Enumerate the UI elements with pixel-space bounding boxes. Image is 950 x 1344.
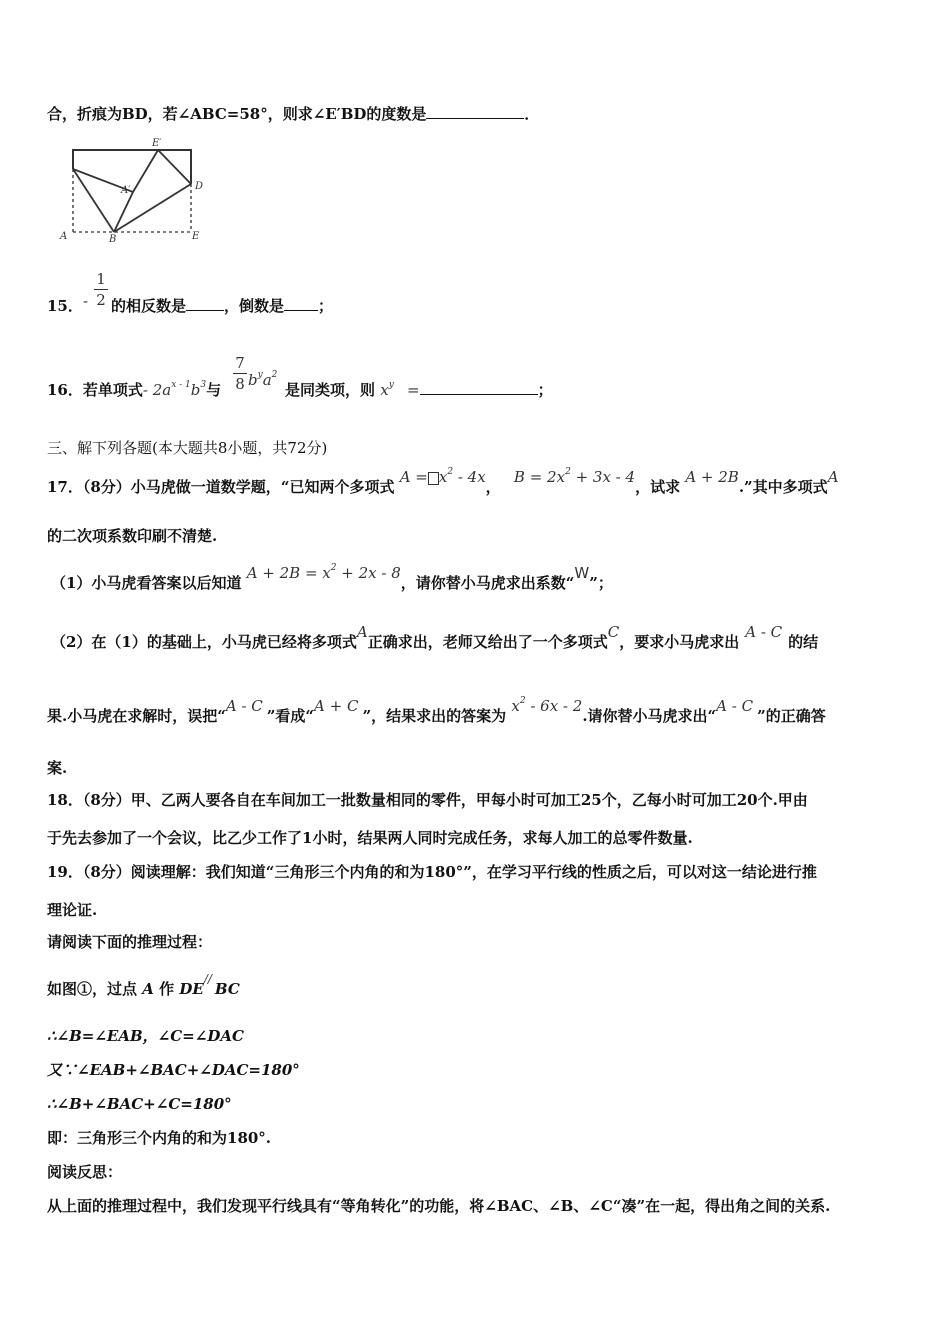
parallel-symbol: // <box>203 972 212 986</box>
fold-figure <box>58 136 208 246</box>
q18-line2: 于先去参加了一个会议，比乙少工作了1小时，结果两人同时完成任务，求每人加工的总零件数量. <box>47 829 693 847</box>
q17-part2: （2）在（1）的基础上，小马虎已经将多项式A正确求出，老师又给出了一个多项式C，要求小马虎求出A - C的结 <box>51 623 819 651</box>
q15-text-a: 的相反数是 <box>111 297 187 315</box>
label-A-prime: A′ <box>121 185 131 196</box>
q17-polyA: $A = x^2 - 4x$ <box>399 467 486 486</box>
q14-text: 合，折痕为BD，若∠ABC=58°，则求∠E′BD的度数是 <box>47 105 427 123</box>
q15-reciprocal-blank[interactable] <box>284 296 318 311</box>
q17-varA: A <box>827 468 839 486</box>
q17-p1-expr: $A + 2B = x^2 + 2x - 8$ <box>246 563 401 582</box>
q17-p3-result: $x^2 - 6x - 2$ <box>511 696 583 715</box>
q19-line7: ∴∠B+∠BAC+∠C=180° <box>47 1095 232 1113</box>
fold-EprimeD-edge <box>158 150 191 184</box>
q17-p3-ApC: A + C <box>314 697 359 715</box>
q18-line1: 18．（8分）甲、乙两人要各自在车间加工一批数量相同的零件，甲每小时可加工25个，乙每小时可加工20个.甲由 <box>47 791 808 809</box>
label-A: A <box>60 231 68 242</box>
q17-part2-end: 案. <box>47 759 68 777</box>
q16-xy: $x^y$ <box>380 380 394 399</box>
q17-p2-A: A <box>356 623 368 641</box>
q19-line9: 阅读反思： <box>47 1163 123 1181</box>
q19-line2: 理论证. <box>47 901 98 919</box>
fold-AprimeEprime-edge <box>133 150 158 192</box>
q15-minus: - <box>83 292 89 310</box>
q17-p2-C: C <box>607 623 620 641</box>
section3-heading: 三、解下列各题(本大题共8小题，共72分) <box>47 439 328 457</box>
q17-p1-symbol: W <box>574 564 590 582</box>
q14-line <box>47 104 539 124</box>
q16-eq: = <box>407 381 420 399</box>
q19-line4: 如图①，过点 A 作 DE//BC <box>47 972 240 998</box>
q15-fraction <box>94 270 108 309</box>
q17-line2: 的二次项系数印刷不清楚. <box>47 527 218 545</box>
q17-line1: 17．（8分）小马虎做一道数学题，“已知两个多项式 $A = x^2 - 4x$， $B = 2x^2 + 3x - 4$，试求 A + 2B.”其中多项式A <box>47 467 839 496</box>
q19-line3: 请阅读下面的推理过程： <box>47 933 213 951</box>
q16-tail: ； <box>537 381 553 399</box>
q15-line <box>47 296 83 316</box>
q17-p2-AC: A - C <box>745 623 783 641</box>
q15-opposite-blank[interactable] <box>186 296 224 311</box>
q15-number: 15． <box>47 297 83 315</box>
q16-mono2: $b^ya^2$ <box>248 370 278 389</box>
q16-and: 与 <box>206 381 222 399</box>
q16-monomial-1: - $2a^{x - 1}b^3$ <box>142 380 207 399</box>
fold-AB-edge <box>73 169 114 232</box>
label-E-prime: E′ <box>152 138 162 149</box>
q15-frac-num: 1 <box>96 270 106 288</box>
label-D: D <box>195 181 204 192</box>
q17-part1: （1）小马虎看答案以后知道 $A + 2B = x^2 + 2x - 8$，请你替小马虎求出系数“W”； <box>51 563 613 592</box>
label-E: E <box>192 231 200 242</box>
q19-line8: 即：三角形三个内角的和为180°. <box>47 1129 272 1147</box>
q14-answer-blank[interactable] <box>426 104 524 119</box>
q15-frac-den: 2 <box>96 291 106 309</box>
label-B: B <box>109 234 117 245</box>
q16-frac-den: 8 <box>235 375 245 393</box>
q17-p3-AC: A - C <box>225 697 263 715</box>
q17-expr: A + 2B <box>685 468 739 486</box>
q19-line10: 从上面的推理过程中，我们发现平行线具有“等角转化”的功能，将∠BAC、∠B、∠C“凑”在一起，得出角之间的关系. <box>47 1197 831 1215</box>
q15-text-b: ，倒数是 <box>224 297 285 315</box>
q16-line <box>47 380 221 403</box>
q17-polyB: $B = 2x^2 + 3x - 4$ <box>513 467 636 486</box>
q16-tail-line <box>285 380 553 403</box>
q15-text-c: ； <box>318 297 334 315</box>
q16-frac-num: 7 <box>235 354 245 372</box>
q16-answer-blank[interactable] <box>420 380 538 395</box>
q17-p3-AC2: A - C <box>716 697 754 715</box>
q16-text-same: 是同类项，则 <box>285 381 376 399</box>
q19-line5: ∴∠B=∠EAB，∠C=∠DAC <box>47 1027 244 1045</box>
q16-number: 16．若单项式 <box>47 381 143 399</box>
q19-line1: 19．（8分）阅读理解：我们知道“三角形三个内角的和为180°”，在学习平行线的性质之后，可以对这一结论进行推 <box>47 863 817 881</box>
q15-text-line <box>111 296 333 316</box>
q17-part2-cont: 果.小马虎在求解时，误把“A - C”看成“A + C”，结果求出的答案为 $x^2 - 6x - 2$.请你替小马虎求出“A - C”的正确答 <box>47 696 826 725</box>
q16-fraction <box>233 354 247 393</box>
q19-line6: 又∵∠EAB+∠BAC+∠DAC=180° <box>47 1061 300 1079</box>
q14-tail: ． <box>524 105 540 123</box>
